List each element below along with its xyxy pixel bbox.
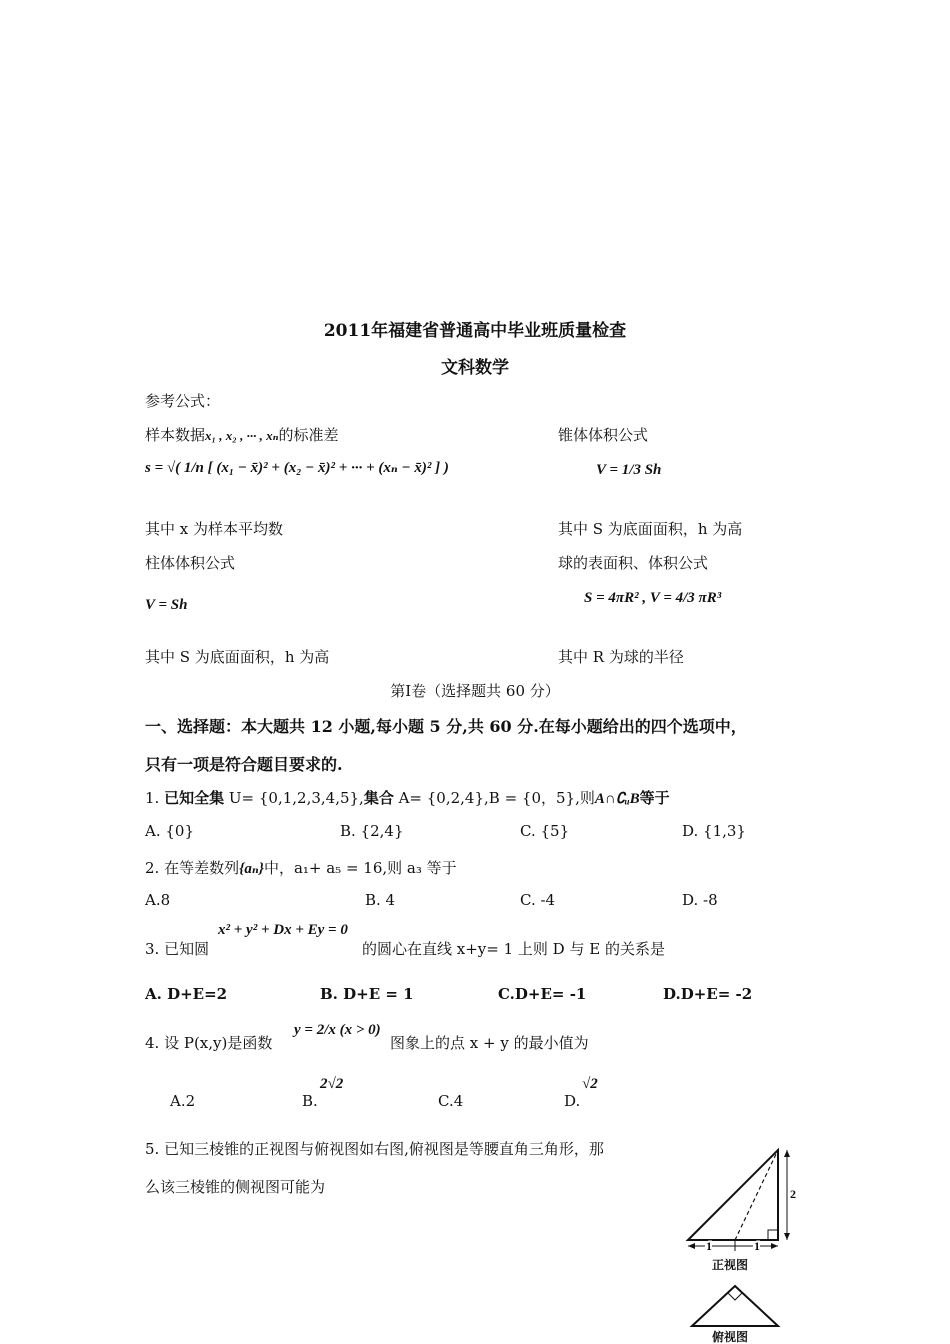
prism-label: 柱体体积公式 bbox=[145, 554, 236, 572]
q2-expr: {aₙ} bbox=[239, 861, 264, 877]
q4-prefix: 4. 设 P(x,y)是函数 bbox=[145, 1034, 273, 1052]
question-1: 1. 已知全集 U= {0,1,2,3,4,5},集合 A= {0,2,4},B = {0，5},则A∩∁ᵤB等于 bbox=[145, 789, 670, 807]
cone-formula: V = 1/3 Sh bbox=[596, 462, 662, 478]
q1-option-a: A. {0} bbox=[145, 822, 194, 840]
sphere-label: 球的表面积、体积公式 bbox=[558, 554, 709, 572]
std-formula: s = √( 1/n [ (x₁ − x̄)² + (x₂ − x̄)² + ··· + (xₙ − x̄)² ] ) bbox=[145, 460, 449, 476]
cone-label: 锥体体积公式 bbox=[558, 426, 649, 444]
instruction-line-2: 只有一项是符合题目要求的. bbox=[145, 755, 343, 774]
q1-option-b: B. {2,4} bbox=[340, 822, 404, 840]
q4-option-d: D. bbox=[564, 1092, 581, 1110]
front-view-label: 正视图 bbox=[712, 1258, 749, 1272]
section-heading: 第Ⅰ卷（选择题共 60 分） bbox=[390, 682, 560, 700]
q3-option-d: D.D+E= -2 bbox=[663, 985, 753, 1003]
q2-option-d: D. -8 bbox=[682, 891, 718, 909]
formulas-heading: 参考公式： bbox=[145, 392, 221, 410]
cone-note: 其中 S 为底面面积，h 为高 bbox=[558, 520, 743, 538]
page-title: 2011年福建省普通高中毕业班质量检查 bbox=[323, 321, 627, 341]
q1-option-c: C. {5} bbox=[520, 822, 570, 840]
dim-right-label: 1 bbox=[754, 1239, 760, 1253]
sphere-note: 其中 R 为球的半径 bbox=[558, 648, 684, 666]
top-view-label: 俯视图 bbox=[712, 1330, 749, 1344]
q2-option-b: B. 4 bbox=[365, 891, 396, 909]
q3-text: 的圆心在直线 x+y= 1 上则 D 与 E 的关系是 bbox=[362, 940, 665, 958]
question-5-line-1: 5. 已知三棱锥的正视图与俯视图如右图,俯视图是等腰直角三角形，那 bbox=[145, 1140, 604, 1158]
prism-note: 其中 S 为底面面积，h 为高 bbox=[145, 648, 330, 666]
question-2: 2. 在等差数列{aₙ}中，a₁+ a₅ = 16,则 a₃ 等于 bbox=[145, 859, 457, 877]
page-subtitle: 文科数学 bbox=[441, 358, 509, 378]
q4-option-d-expr: √2 bbox=[582, 1076, 598, 1092]
q4-option-a: A.2 bbox=[170, 1092, 196, 1110]
front-view bbox=[688, 1150, 790, 1251]
q4-expr: y = 2/x (x > 0) bbox=[294, 1022, 381, 1038]
std-note: 其中 x 为样本平均数 bbox=[145, 520, 283, 538]
q2-option-c: C. -4 bbox=[520, 891, 556, 909]
q3-expr: x² + y² + Dx + Ey = 0 bbox=[218, 922, 348, 938]
q3-option-c: C.D+E= -1 bbox=[498, 985, 587, 1003]
top-view bbox=[692, 1286, 778, 1326]
q4-option-b-expr: 2√2 bbox=[320, 1076, 344, 1092]
three-view-figure bbox=[680, 1140, 800, 1344]
q1-option-d: D. {1,3} bbox=[682, 822, 746, 840]
q3-option-b: B. D+E = 1 bbox=[320, 985, 414, 1003]
dim-height-label: 2 bbox=[790, 1187, 796, 1201]
dim-left-label: 1 bbox=[706, 1239, 712, 1253]
std-label: 样本数据x₁ , x₂ , ··· , xₙ的标准差 bbox=[145, 426, 339, 444]
q4-text: 图象上的点 x + y 的最小值为 bbox=[390, 1034, 589, 1052]
question-5-line-2: 么该三棱锥的侧视图可能为 bbox=[145, 1178, 326, 1196]
q4-option-c: C.4 bbox=[438, 1092, 464, 1110]
sphere-formula: S = 4πR² , V = 4/3 πR³ bbox=[584, 590, 722, 606]
instruction-line-1: 一、选择题：本大题共 12 小题,每小题 5 分,共 60 分.在每小题给出的四个选项中， bbox=[145, 717, 747, 736]
q2-option-a: A.8 bbox=[145, 891, 171, 909]
q3-option-a: A. D+E=2 bbox=[145, 985, 228, 1003]
prism-formula: V = Sh bbox=[145, 597, 188, 613]
q4-option-b: B. bbox=[302, 1092, 318, 1110]
std-vars: x₁ , x₂ , ··· , xₙ bbox=[205, 428, 279, 443]
q3-prefix: 3. 已知圆 bbox=[145, 940, 210, 958]
q1-expr: A∩∁ᵤB bbox=[594, 791, 640, 807]
